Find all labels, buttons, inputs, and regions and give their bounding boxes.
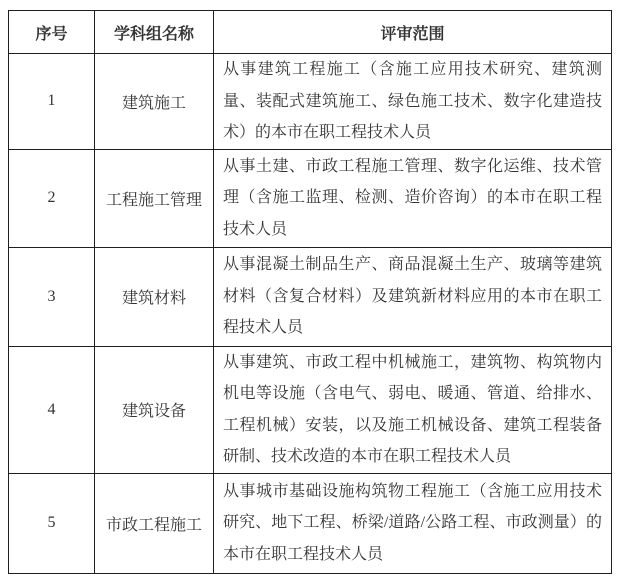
review-scope-table (8, 10, 612, 574)
review-scope-cell: 从事建筑工程施工（含施工应用技术研究、建筑测量、装配式建筑施工、绿色施工技术、数字化建造技术）的本市在职工程技术人员 (214, 54, 612, 150)
review-scope-cell: 从事土建、市政工程施工管理、数字化运维、技术管理（含施工监理、检测、造价咨询）的本市在职工程技术人员 (214, 149, 612, 247)
review-scope-cell: 从事混凝土制品生产、商品混凝土生产、玻璃等建筑材料（含复合材料）及建筑新材料应用的本市在职工程技术人员 (214, 247, 612, 346)
group-name-cell: 建筑设备 (95, 346, 214, 473)
row-number-cell: 1 (9, 54, 95, 150)
review-scope-cell: 从事建筑、市政工程中机械施工，建筑物、构筑物内机电等设施（含电气、弱电、暖通、管道、给排水、工程机械）安装，以及施工机械设备、建筑工程装备研制、技术改造的本市在职工程技术人员 (214, 346, 612, 473)
table-row (9, 149, 612, 247)
header-cell-review-scope: 评审范围 (214, 11, 612, 54)
table-row (9, 473, 612, 573)
header-cell-number: 序号 (9, 11, 95, 54)
row-number-cell: 3 (9, 247, 95, 346)
table-header-row (9, 11, 612, 54)
group-name-cell: 建筑施工 (95, 54, 214, 150)
table-row (9, 247, 612, 346)
row-number-cell: 5 (9, 473, 95, 573)
table-row (9, 54, 612, 150)
header-cell-group-name: 学科组名称 (95, 11, 214, 54)
group-name-cell: 工程施工管理 (95, 149, 214, 247)
review-scope-cell: 从事城市基础设施构筑物工程施工（含施工应用技术研究、地下工程、桥梁/道路/公路工程、市政测量）的本市在职工程技术人员 (214, 473, 612, 573)
row-number-cell: 4 (9, 346, 95, 473)
row-number-cell: 2 (9, 149, 95, 247)
group-name-cell: 市政工程施工 (95, 473, 214, 573)
table-row (9, 346, 612, 473)
group-name-cell: 建筑材料 (95, 247, 214, 346)
